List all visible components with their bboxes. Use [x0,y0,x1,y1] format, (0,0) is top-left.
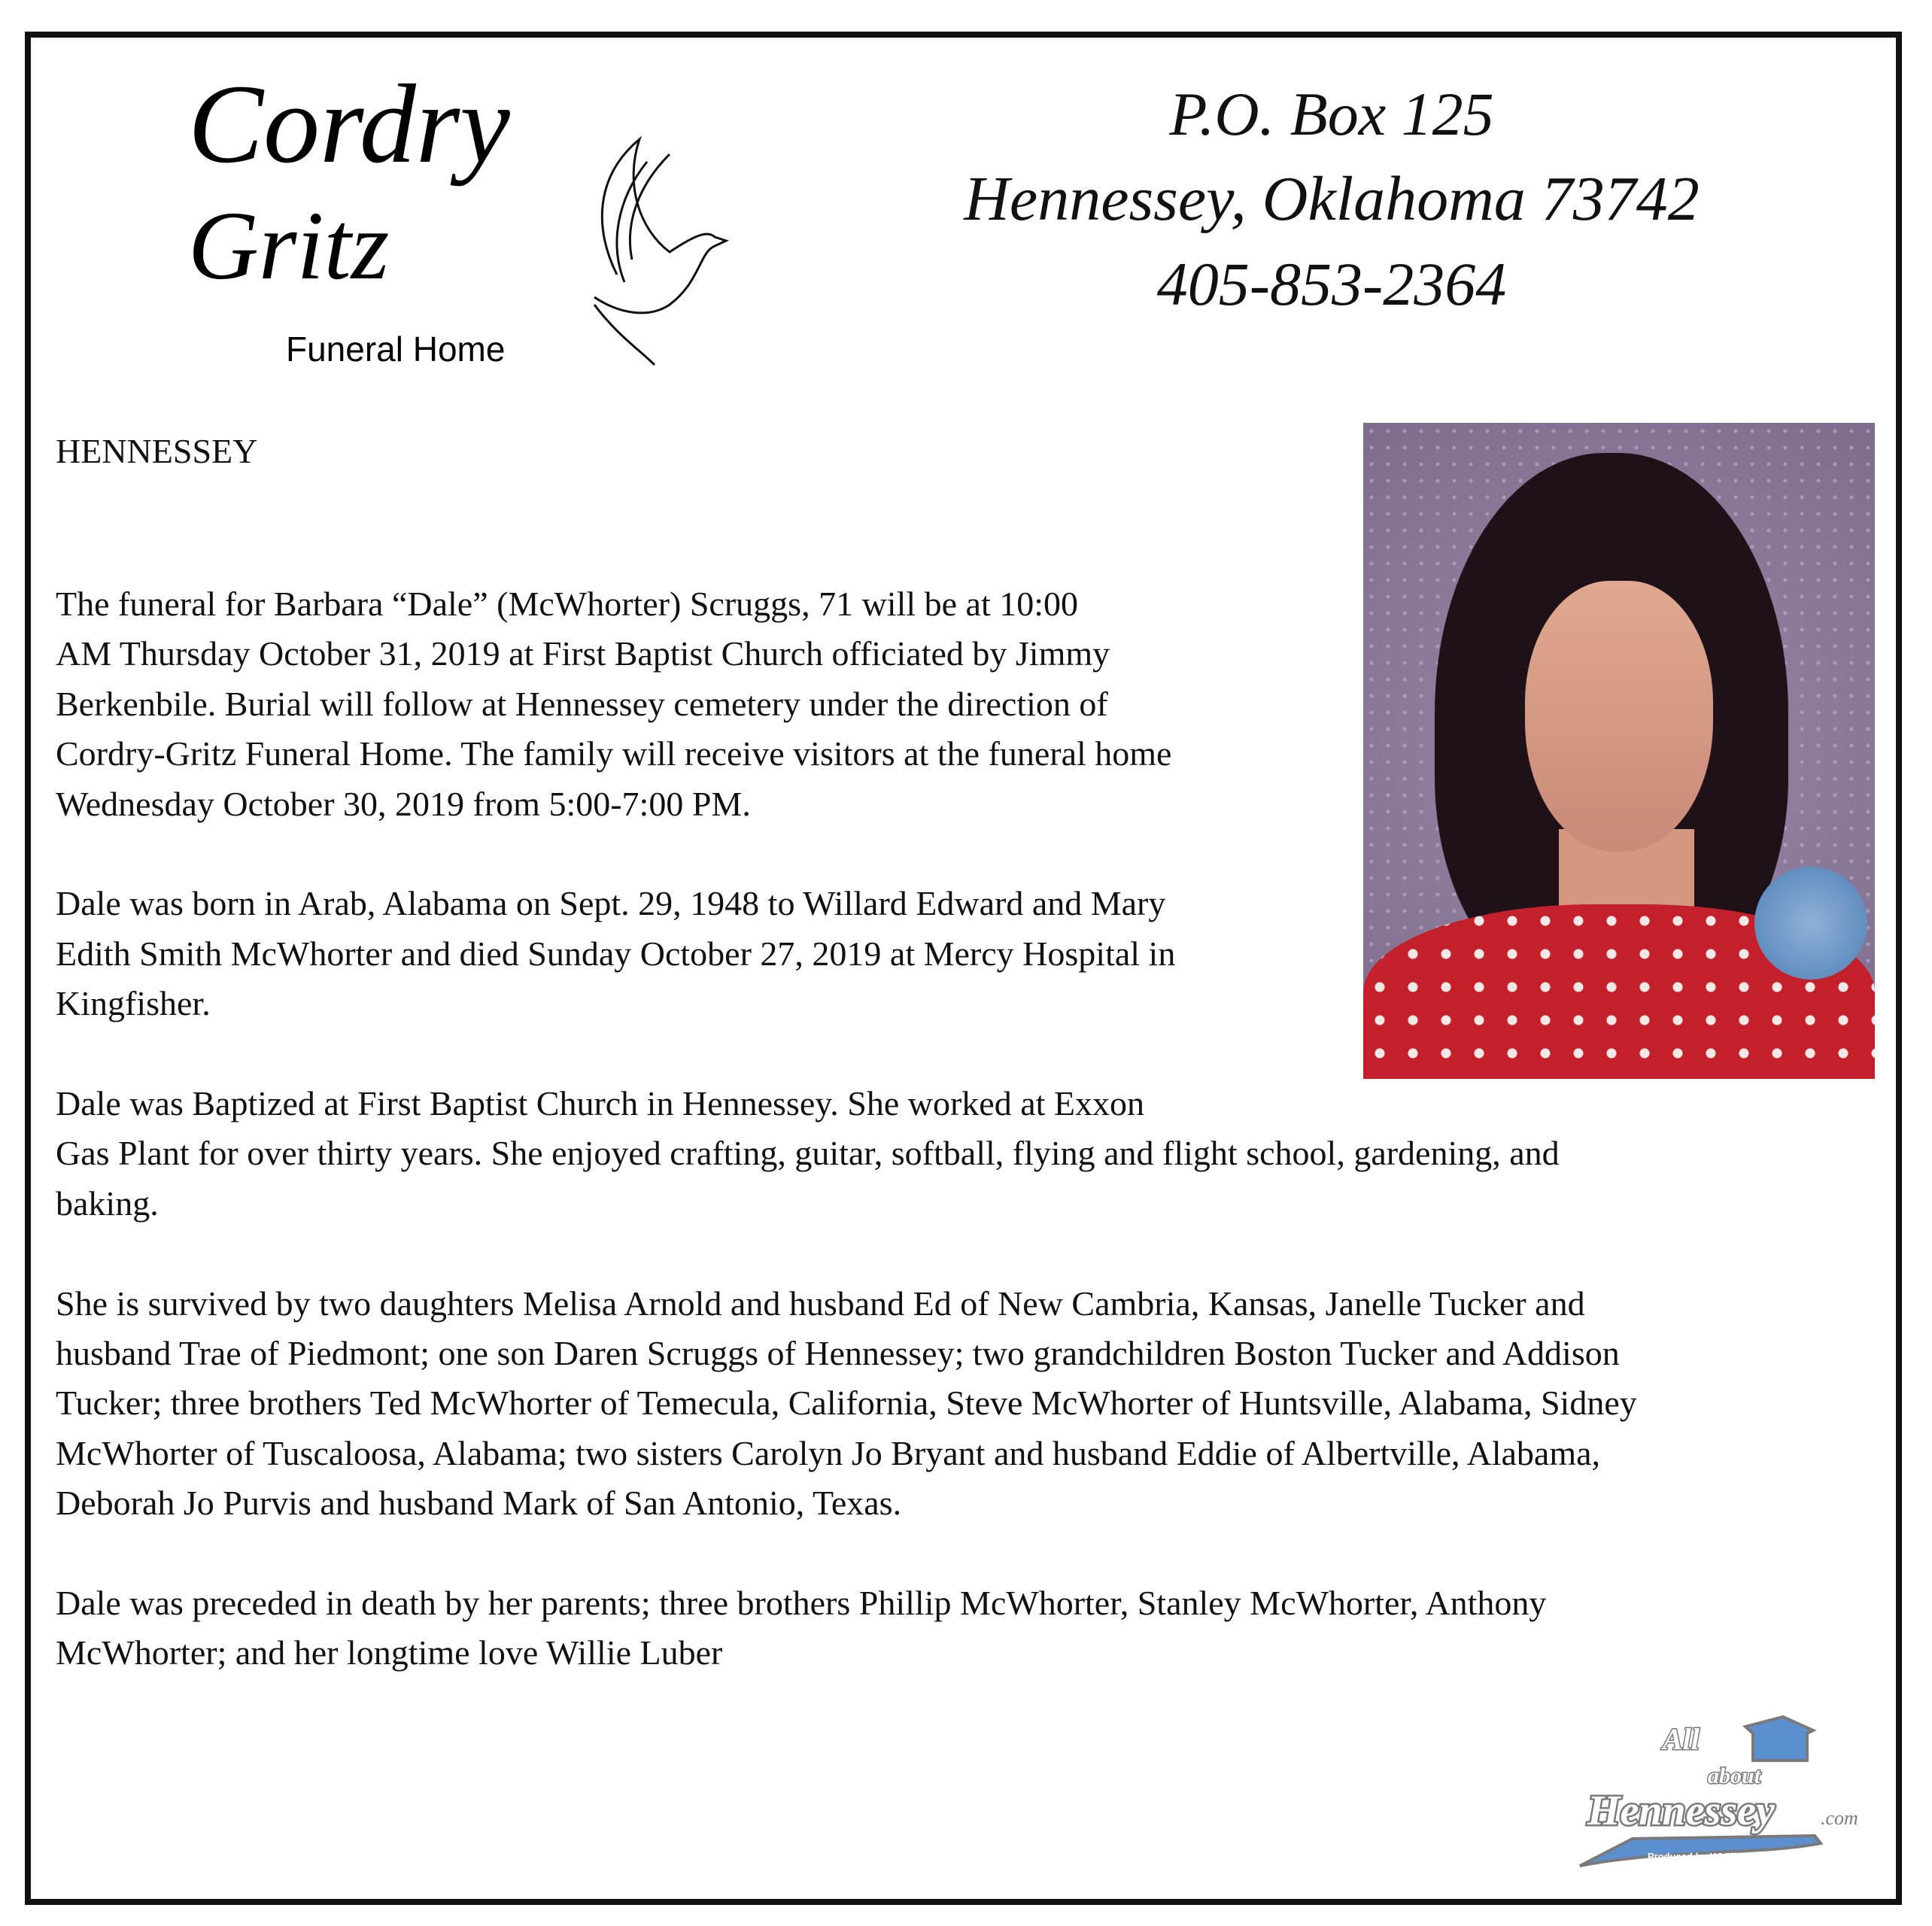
obituary-paragraph [56,879,1637,1028]
text-line: Cordry-Gritz Funeral Home. The family will receive visitors at the funeral home [56,734,1172,773]
text-line: Tucker; three brothers Ted McWhorter of Temecula, California, Steve McWhorter of Huntsville, Alabama, Sidney [56,1384,1637,1423]
text-line: McWhorter; and her longtime love Willie Luber [56,1633,723,1672]
obituary-body [56,579,1637,1728]
po-box: P.O. Box 125 [1169,80,1494,148]
footer-logo-all: All [1663,1722,1700,1756]
dateline-town: HENNESSEY [56,432,258,470]
dove-icon [594,139,726,365]
text-line: husband Trae of Piedmont; one son Daren Scruggs of Hennessey; two grandchildren Boston Tucker and Addison [56,1334,1620,1373]
text-line: McWhorter of Tuscaloosa, Alabama; two sisters Carolyn Jo Bryant and husband Eddie of Albertville, Alabama, [56,1433,1601,1472]
obituary-paragraph [56,579,1637,829]
text-line: Kingfisher. [56,984,211,1023]
logo-funeral-home: Funeral Home [286,330,506,369]
text-line: Deborah Jo Purvis and husband Mark of San Antonio, Texas. [56,1484,902,1523]
text-line: Wednesday October 30, 2019 from 5:00-7:00 PM. [56,784,751,823]
city-state-zip: Hennessey, Oklahoma 73742 [964,164,1700,234]
footer-logo-hennessey: Hennessey [1587,1788,1775,1834]
text-line: She is survived by two daughters Melisa Arnold and husband Ed of New Cambria, Kansas, Janelle Tucker and [56,1283,1585,1323]
logo-cordry: Cordry [188,62,510,187]
text-line: AM Thursday October 31, 2019 at First Baptist Church officiated by Jimmy [56,634,1110,673]
text-line: Edith Smith McWhorter and died Sunday October 27, 2019 at Mercy Hospital in [56,934,1176,973]
contact-address [865,71,1798,327]
text-line: Berkenbile. Burial will follow at Hennessey cemetery under the direction of [56,684,1108,723]
text-line: The funeral for Barbara “Dale” (McWhorter) Scruggs, 71 will be at 10:00 [56,585,1079,623]
funeral-home-logo [173,56,745,380]
footer-logo-about: about [1708,1763,1761,1788]
logo-gritz: Gritz [188,192,390,300]
obituary-paragraph [56,1079,1637,1229]
footer-logo-com: .com [1821,1807,1858,1829]
text-line: baking. [56,1183,159,1223]
text-line: Gas Plant for over thirty years. She enjoyed crafting, guitar, softball, flying and flight school, gardening, and [56,1134,1560,1173]
corsage [1754,867,1867,980]
text-line: Dale was Baptized at First Baptist Church in Hennessey. She worked at Exxon [56,1084,1145,1123]
obituary-paragraph [56,1578,1637,1678]
phone-number: 405-853-2364 [1156,250,1507,318]
text-line: Dale was born in Arab, Alabama on Sept. 29, 1948 to Willard Edward and Mary [56,884,1166,923]
all-about-hennessey-logo [1572,1715,1873,1873]
obituary-paragraph [56,1279,1637,1529]
footer-logo-credit: Produced by KJ Filmworks [1648,1851,1773,1862]
text-line: Dale was preceded in death by her parents; three brothers Phillip McWhorter, Stanley McWhorter, Anthony [56,1584,1547,1623]
